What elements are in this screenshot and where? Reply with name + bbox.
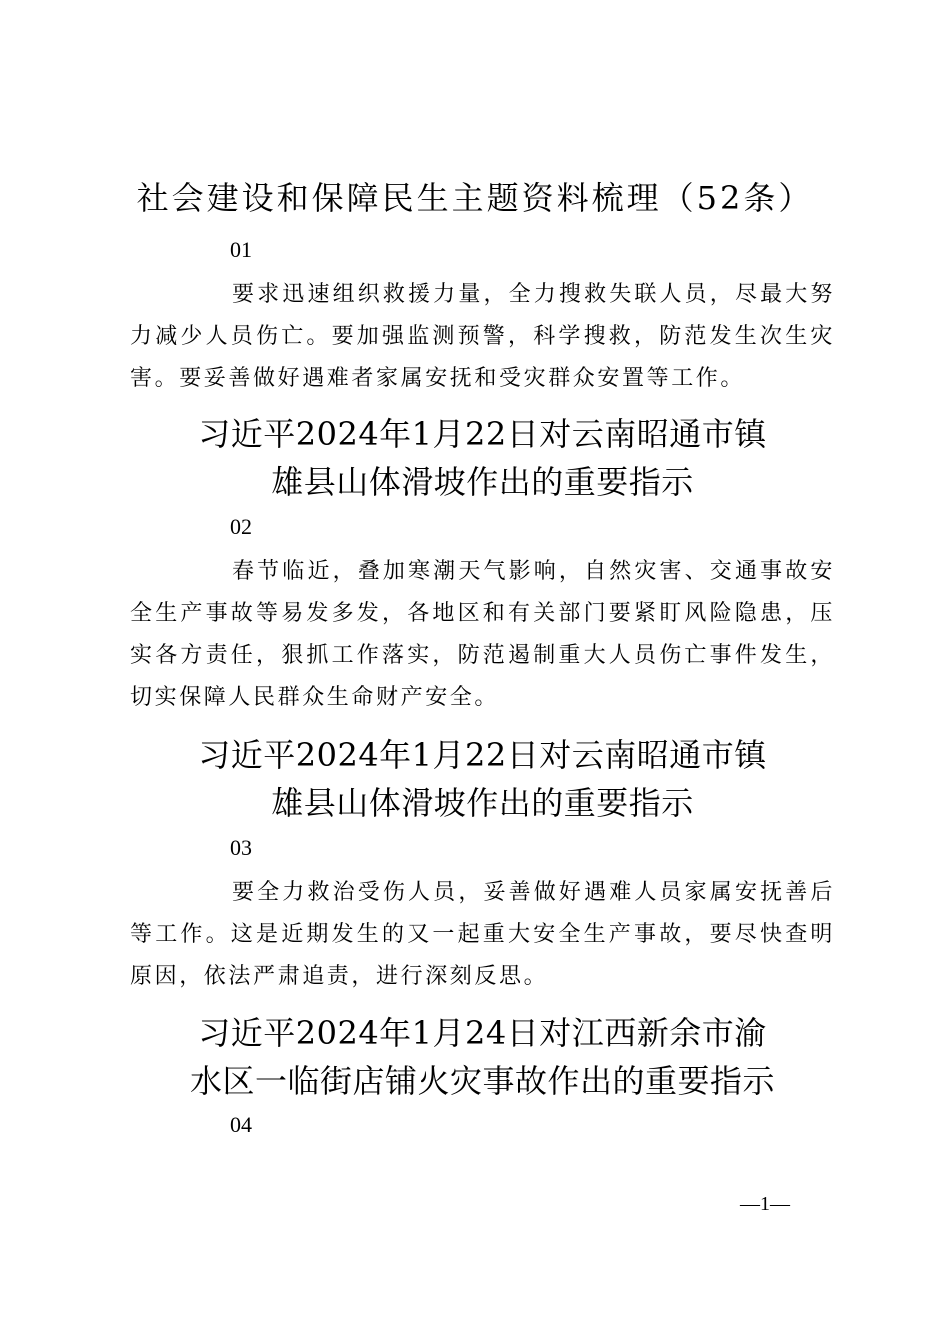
entry-number: 04 (230, 1112, 252, 1137)
document-title: 社会建设和保障民生主题资料梳理（52条） (136, 179, 814, 217)
entry-number: 01 (230, 237, 252, 262)
entry-text: 要求迅速组织救援力量，全力搜救失联人员，尽最大努力减少人员伤亡。要加强监测预警，科学搜救，防范发生次生灾害。要妥善做好遇难者家属安抚和受灾群众安置等工作。 (130, 282, 835, 391)
entry-source-line: 习近平2024年1月24日对江西新余市渝 (198, 1014, 767, 1052)
entry-number: 03 (230, 835, 252, 860)
entry-number: 02 (230, 514, 252, 539)
entry-source-line: 习近平2024年1月22日对云南昭通市镇 (198, 415, 767, 453)
entry-source (130, 410, 835, 506)
entry-source (130, 1009, 835, 1105)
entry-source-line: 水区一临街店铺火灾事故作出的重要指示 (189, 1062, 775, 1100)
entry-text: 要全力救治受伤人员，妥善做好遇难人员家属安抚善后等工作。这是近期发生的又一起重大安全生产事故，要尽快查明原因，依法严肃追责，进行深刻反思。 (130, 880, 835, 989)
entry-source-line: 习近平2024年1月22日对云南昭通市镇 (198, 736, 767, 774)
entry-text: 春节临近，叠加寒潮天气影响，自然灾害、交通事故安全生产事故等易发多发，各地区和有关部门要紧盯风险隐患，压实各方责任，狠抓工作落实，防范遏制重大人员伤亡事件发生，切实保障人民群众生命财产安全。 (130, 559, 835, 710)
page-number: —1— (740, 1193, 790, 1215)
entry-source-line: 雄县山体滑坡作出的重要指示 (271, 784, 694, 822)
entry-source-line: 雄县山体滑坡作出的重要指示 (271, 463, 694, 501)
entry-source (130, 731, 835, 827)
